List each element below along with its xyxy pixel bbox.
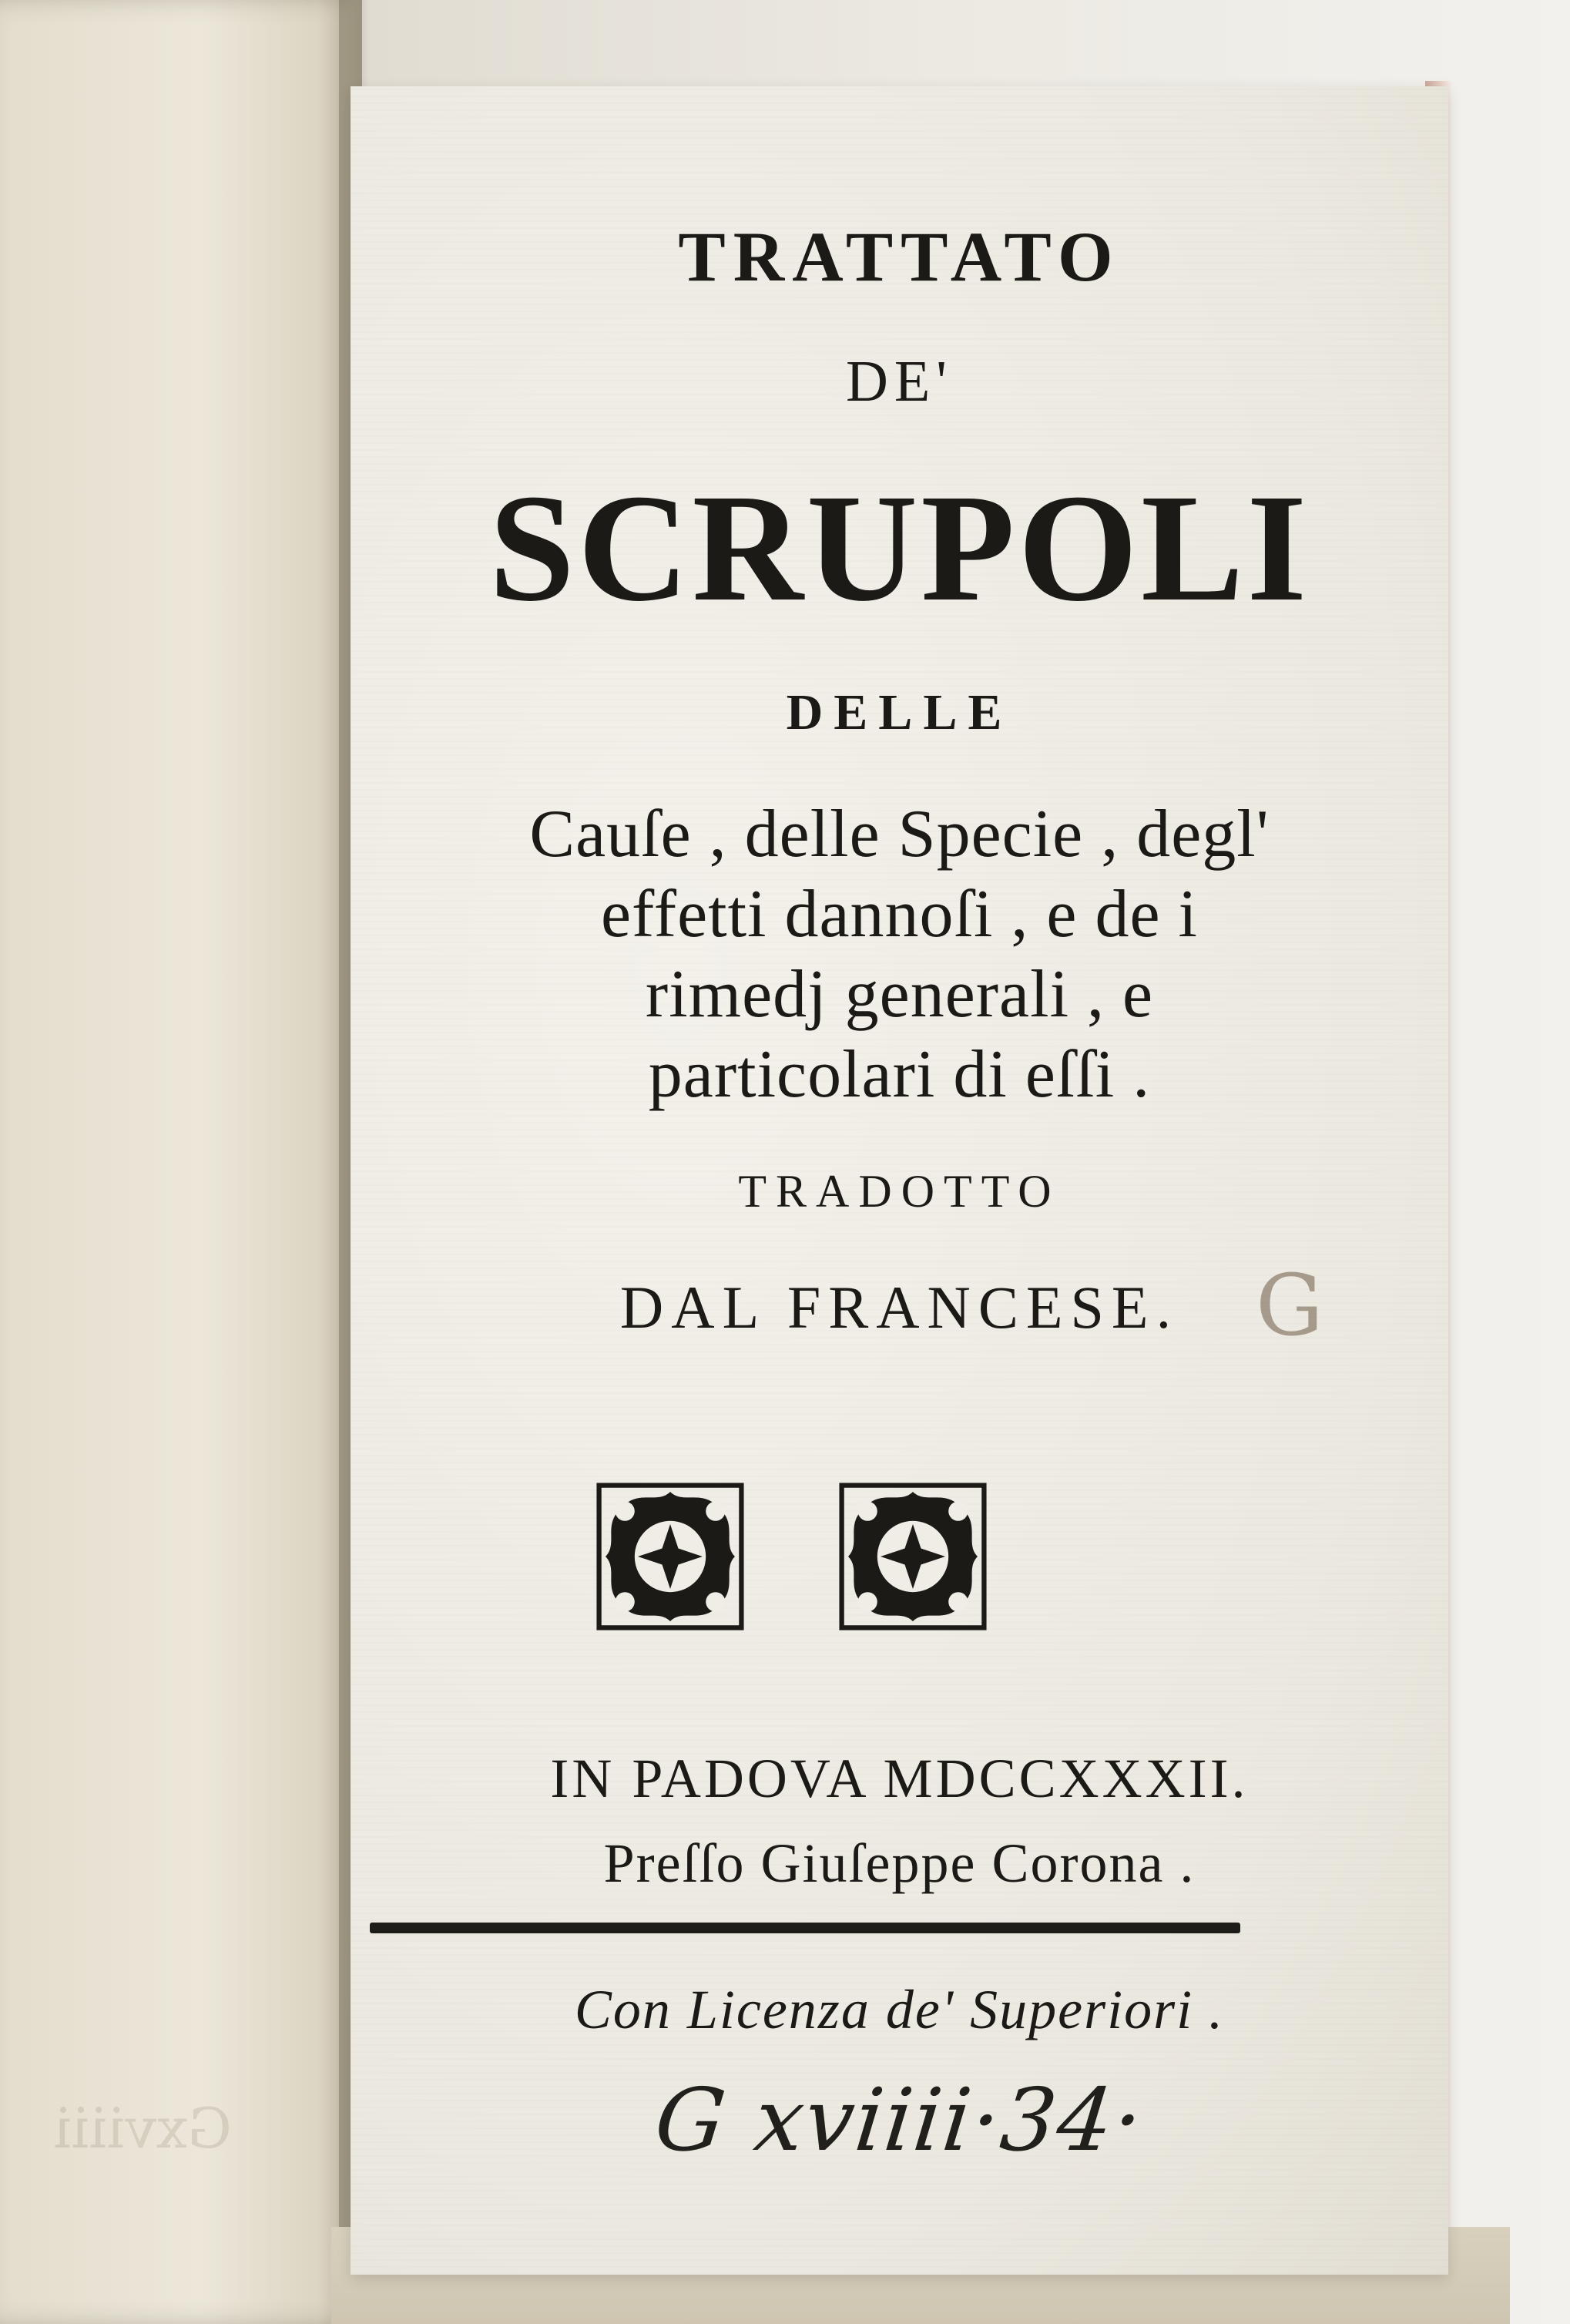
subtitle-line-4: particolari di eſſi .: [648, 1037, 1151, 1112]
title-line-1: TRATTATO: [678, 217, 1121, 296]
dal-francese-line: DAL FRANCESE.: [619, 1274, 1179, 1341]
tradotto-line: TRADOTTO: [738, 1166, 1061, 1217]
imprint-line-2: Preſſo Giuſeppe Corona .: [603, 1832, 1196, 1894]
subtitle-line-1: Cauſe , delle Specie , degl': [529, 797, 1270, 872]
delle-line: DELLE: [786, 684, 1013, 741]
title-main: SCRUPOLI: [488, 463, 1310, 633]
horizontal-rule: [370, 1923, 1240, 1933]
licenza-line: Con Licenza de' Superiori .: [574, 1979, 1225, 2040]
subtitle-line-2: effetti dannoſi , e de i: [600, 877, 1198, 952]
fleuron-ornament-left-icon: [589, 1476, 751, 1637]
left-page-bleedthrough: Gxviiii: [54, 2096, 232, 2161]
imprint-line-1: IN PADOVA MDCCXXXII.: [550, 1748, 1249, 1809]
left-page: [0, 0, 362, 2324]
handwritten-shelfmark: G xviiii·34·: [650, 2070, 1149, 2171]
fleuron-ornament-right-icon: [832, 1476, 994, 1637]
subtitle-line-3: rimedj generali , e: [645, 957, 1154, 1032]
title-line-2: DE': [845, 349, 953, 414]
faint-stamp-mark: G: [1256, 1256, 1323, 1355]
